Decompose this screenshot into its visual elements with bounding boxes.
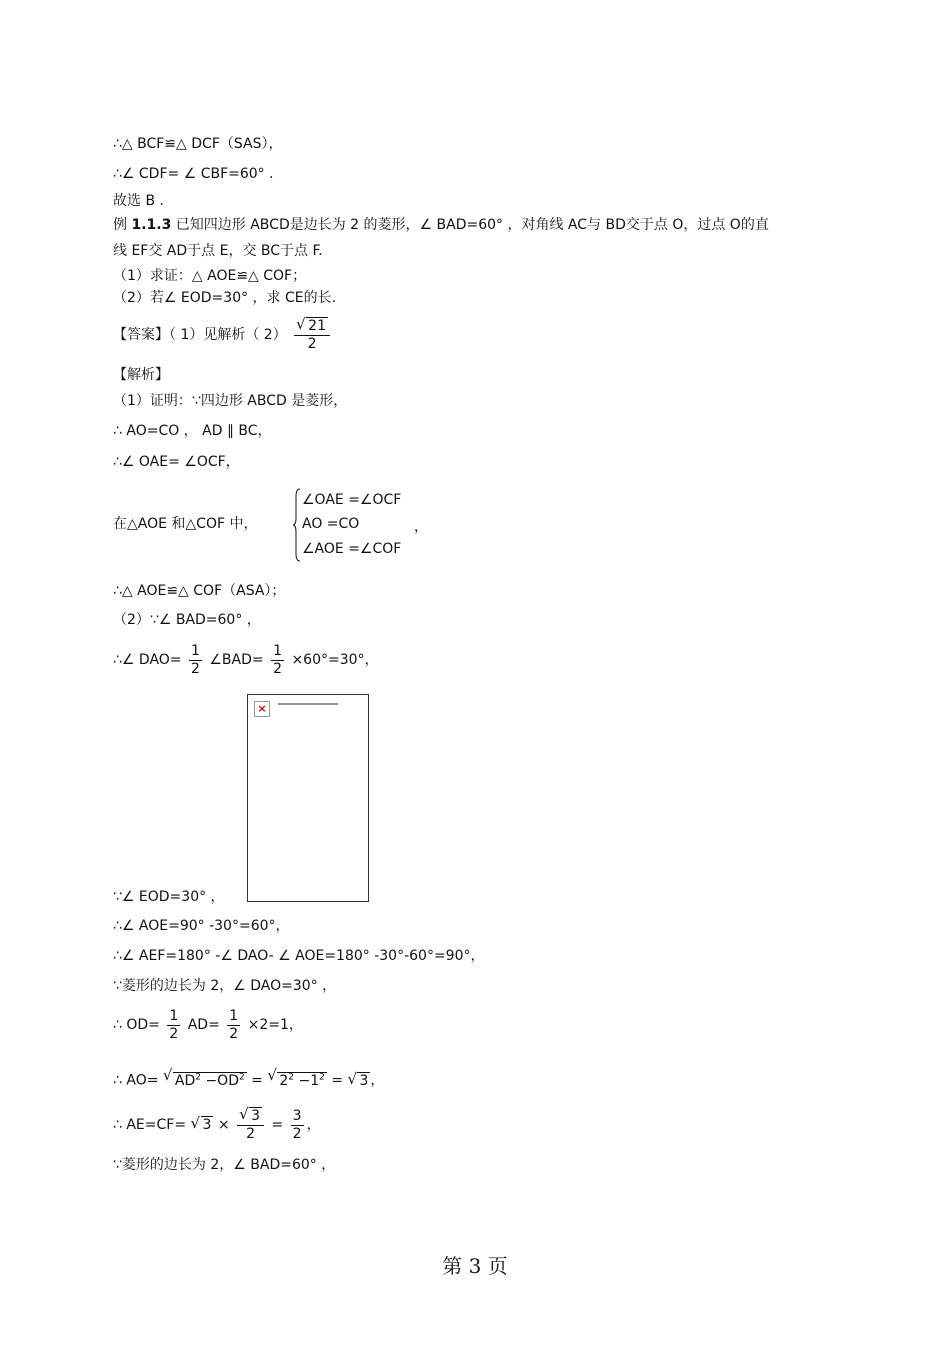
exponent: 2 bbox=[195, 1072, 201, 1082]
text: = bbox=[251, 1072, 263, 1089]
numerator: 1 bbox=[190, 643, 200, 659]
text: ∴∠ DAO= bbox=[113, 652, 182, 668]
numerator: 1 bbox=[169, 1008, 179, 1024]
sqrt-expression: √ 3 bbox=[347, 1069, 369, 1089]
broken-image-icon: × bbox=[254, 701, 270, 717]
math-line bbox=[113, 643, 379, 677]
text: −OD bbox=[201, 1072, 239, 1089]
math-line bbox=[113, 1105, 321, 1142]
text-line: ∴△ BCF≌△ DCF（SAS）， bbox=[113, 136, 283, 152]
denominator: 2 bbox=[246, 1126, 256, 1142]
system-end: ， bbox=[414, 519, 428, 535]
page-number: 第 3 页 bbox=[442, 1254, 508, 1278]
radicand: 21 bbox=[308, 318, 326, 334]
denominator: 2 bbox=[273, 661, 282, 677]
text: ， bbox=[370, 1072, 385, 1089]
radicand: 3 bbox=[202, 1117, 212, 1133]
text-line: 【解析】 bbox=[113, 367, 169, 383]
denominator: 2 bbox=[169, 1026, 179, 1042]
denominator: 2 bbox=[307, 336, 317, 352]
exponent: 2 bbox=[319, 1072, 325, 1082]
text-line: ∴△ AOE≌△ COF（ASA）； bbox=[113, 583, 286, 599]
text: × bbox=[217, 1117, 230, 1133]
text: = bbox=[331, 1072, 344, 1089]
text-line: ∴ AO=CO ， AD ∥ BC， bbox=[113, 423, 272, 439]
numerator: 1 bbox=[273, 643, 282, 659]
fraction: √ 21 2 bbox=[294, 318, 330, 352]
text-line: 线 EF交 AD于点 E，交 BC于点 F. bbox=[113, 243, 323, 259]
text: AD= bbox=[187, 1017, 220, 1033]
fraction bbox=[271, 643, 284, 677]
example-heading bbox=[113, 216, 769, 234]
text-line: ∴∠ CDF= ∠ CBF=60° . bbox=[113, 166, 274, 182]
fraction bbox=[167, 1008, 180, 1042]
text-line: （2）∵∠ BAD=60° ， bbox=[113, 612, 261, 628]
text-line: （1）证明：∵四边形 ABCD 是菱形， bbox=[113, 393, 348, 409]
text: ∠BAD= bbox=[209, 652, 264, 668]
numerator: 1 bbox=[229, 1008, 239, 1024]
answer-line bbox=[113, 315, 333, 352]
denominator: 2 bbox=[229, 1026, 239, 1042]
brace-icon bbox=[293, 488, 301, 562]
text: ×60°=30°， bbox=[291, 652, 379, 668]
text: AD bbox=[174, 1072, 196, 1089]
denominator: 2 bbox=[190, 661, 200, 677]
fraction bbox=[291, 1108, 304, 1142]
text-line: ∵菱形的边长为 2，∠ BAD=60° ， bbox=[113, 1157, 336, 1173]
text-line: ∴∠ OAE= ∠OCF， bbox=[113, 454, 240, 470]
math-line bbox=[113, 1008, 303, 1042]
text: 例 bbox=[113, 217, 132, 233]
text: 2 bbox=[279, 1072, 289, 1089]
sqrt-expression: √ 3 bbox=[190, 1114, 212, 1133]
exponent: 2 bbox=[238, 1072, 245, 1082]
denominator: 2 bbox=[292, 1126, 302, 1142]
text-line: 故选 B . bbox=[113, 193, 164, 209]
fraction: √ 3 2 bbox=[237, 1108, 264, 1142]
radicand: 3 bbox=[359, 1072, 369, 1089]
math-line bbox=[113, 1068, 384, 1090]
text: −1 bbox=[294, 1072, 320, 1089]
text-line: 在△AOE 和△COF 中， bbox=[113, 516, 258, 532]
text-line: ∵∠ EOD=30° ， bbox=[113, 889, 225, 905]
text: 【答案】（ 1）见解析（ 2） bbox=[113, 327, 287, 343]
sqrt-expression: √ $2^2 -1^2$ bbox=[267, 1066, 325, 1089]
text-line: （1）求证：△ AOE≌△ COF； bbox=[113, 268, 307, 284]
text-line: （2）若∠ EOD=30° ，求 CE的长. bbox=[113, 290, 337, 306]
system-eq: AO =CO bbox=[302, 516, 360, 532]
text: ， bbox=[306, 1117, 321, 1133]
system-eq: ∠AOE =∠COF bbox=[302, 541, 402, 557]
system-eq: ∠OAE =∠OCF bbox=[302, 492, 402, 508]
radicand: 3 bbox=[251, 1108, 261, 1124]
fraction bbox=[189, 643, 202, 677]
text: = bbox=[271, 1117, 284, 1133]
text: ∴ OD= bbox=[113, 1017, 160, 1033]
text: 已知四边形 ABCD是边长为 2 的菱形，∠ BAD=60° ，对角线 AC与 BD交于点 O，过点 O的直 bbox=[171, 217, 769, 233]
text: ∴ AO= bbox=[113, 1072, 159, 1089]
text-line: ∴∠ AOE=90° -30°=60°， bbox=[113, 918, 290, 934]
broken-image bbox=[247, 694, 369, 902]
text-line: ∴∠ AEF=180° -∠ DAO- ∠ AOE=180° -30°-60°=90°， bbox=[113, 948, 485, 964]
numerator: 3 bbox=[292, 1108, 302, 1124]
exponent: 2 bbox=[288, 1072, 295, 1082]
example-number: 1.1.3 bbox=[131, 217, 172, 233]
fraction bbox=[227, 1008, 240, 1042]
text-line: ∵菱形的边长为 2，∠ DAO=30° ， bbox=[113, 978, 337, 994]
sqrt-expression: √ $AD^2 -OD^2$ bbox=[162, 1066, 245, 1089]
text: ×2=1， bbox=[247, 1017, 303, 1033]
text: ∴ AE=CF= bbox=[113, 1117, 187, 1133]
